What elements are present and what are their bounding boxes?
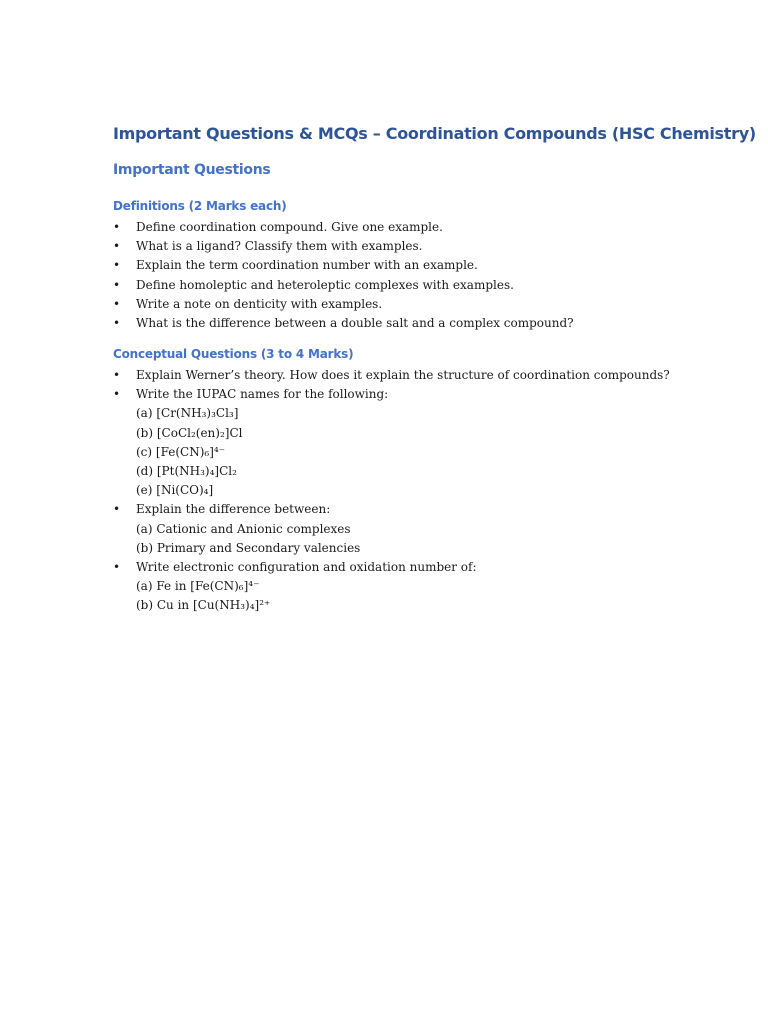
sub-item: (b) [CoCl₂(en)₂]Cl xyxy=(136,425,243,440)
list-item-text: Write a note on denticity with examples. xyxy=(136,296,383,311)
sub-item: (c) [Fe(CN)₆]⁴⁻ xyxy=(136,444,226,459)
list-item xyxy=(113,500,673,558)
list-item xyxy=(113,295,673,314)
list-item-text: Explain Werner’s theory. How does it explain the structure of coordination compounds? xyxy=(136,368,670,382)
list-item xyxy=(113,276,673,295)
list-item xyxy=(113,366,673,385)
sub-item: (b) Primary and Secondary valencies xyxy=(136,540,361,555)
sub-item: (a) [Cr(NH₃)₃Cl₃] xyxy=(136,406,239,421)
sub-item: (d) [Pt(NH₃)₄]Cl₂ xyxy=(136,464,237,479)
definitions-list xyxy=(113,218,673,333)
bullet-icon: • xyxy=(113,502,121,517)
list-item-text: Write the IUPAC names for the following: xyxy=(136,387,389,402)
list-item xyxy=(113,558,673,616)
section-heading: Important Questions xyxy=(113,162,271,178)
list-item-text: What is the difference between a double salt and a complex compound? xyxy=(136,316,574,331)
bullet-icon: • xyxy=(113,368,121,382)
bullet-icon: • xyxy=(113,277,121,292)
conceptual-heading: Conceptual Questions (3 to 4 Marks) xyxy=(113,347,354,361)
bullet-icon: • xyxy=(113,220,121,234)
list-item xyxy=(113,314,673,333)
list-item xyxy=(113,256,673,275)
list-item xyxy=(113,385,673,500)
list-item-text: Define coordination compound. Give one example. xyxy=(136,220,443,234)
bullet-icon: • xyxy=(113,387,121,402)
list-item-text: Define homoleptic and heteroleptic complexes with examples. xyxy=(136,277,514,292)
bullet-icon: • xyxy=(113,258,121,273)
document-title: Important Questions & MCQs – Coordination Compounds (HSC Chemistry) xyxy=(113,124,756,143)
sub-item: (e) [Ni(CO)₄] xyxy=(136,483,214,498)
bullet-icon: • xyxy=(113,239,121,254)
bullet-icon: • xyxy=(113,316,121,331)
bullet-icon: • xyxy=(113,560,121,575)
list-item-text: Write electronic configuration and oxidation number of: xyxy=(136,560,477,575)
definitions-heading: Definitions (2 Marks each) xyxy=(113,199,287,213)
sub-item: (a) Fe in [Fe(CN)₆]⁴⁻ xyxy=(136,579,260,594)
sub-item: (a) Cationic and Anionic complexes xyxy=(136,521,351,536)
list-item-text: Explain the term coordination number with an example. xyxy=(136,258,478,273)
sub-item: (b) Cu in [Cu(NH₃)₄]²⁺ xyxy=(136,598,271,613)
list-item xyxy=(113,218,673,237)
list-item-text: Explain the difference between: xyxy=(136,502,331,517)
bullet-icon: • xyxy=(113,296,121,311)
conceptual-list xyxy=(113,366,673,616)
list-item xyxy=(113,237,673,256)
list-item-text: What is a ligand? Classify them with examples. xyxy=(136,239,423,254)
